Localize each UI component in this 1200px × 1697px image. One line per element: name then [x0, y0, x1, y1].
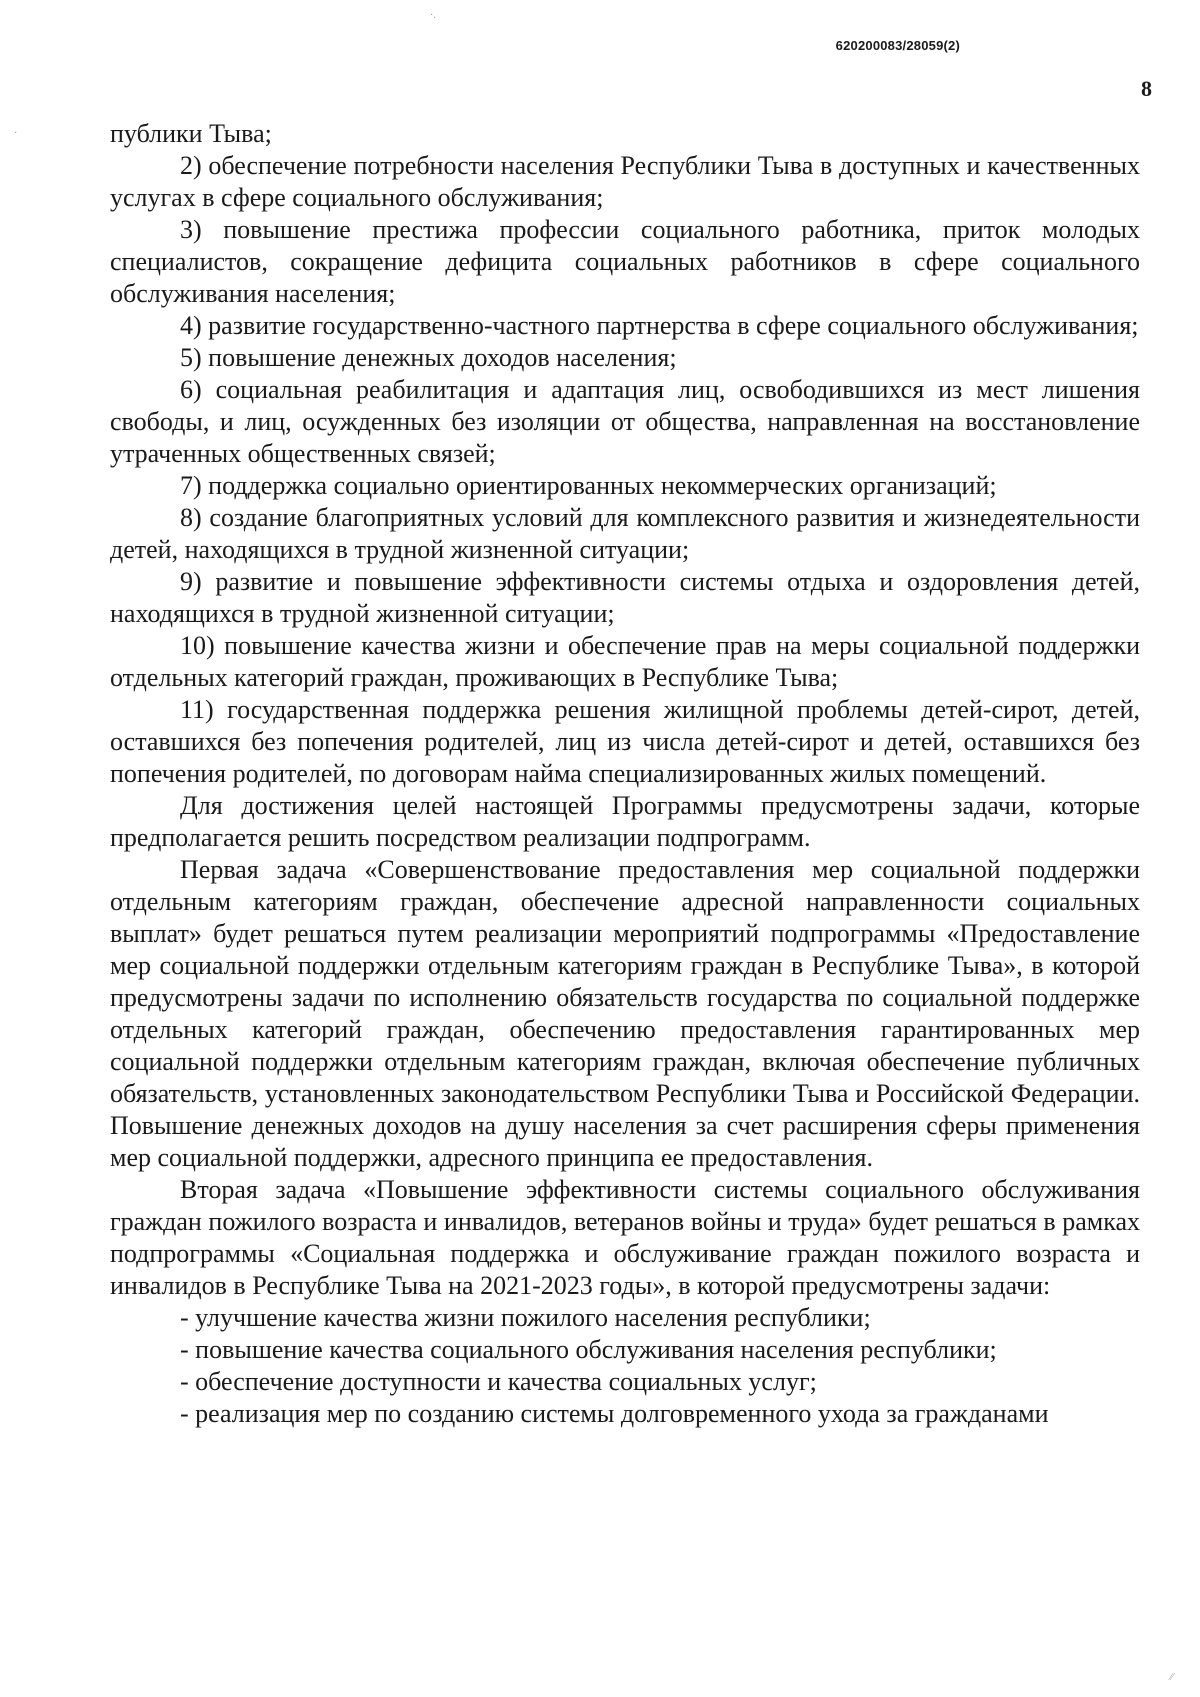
paragraph: 2) обеспечение потребности населения Республики Тыва в доступных и качественных услугах в сфере социального обслуживания;: [110, 151, 1140, 212]
document-id: 620200083/28059(2): [835, 38, 960, 53]
list-item: - повышение качества социального обслуживания населения республики;: [180, 1335, 997, 1364]
paragraph: Вторая задача «Повышение эффективности системы социального обслуживания граждан пожилого возраста и инвалидов, ветеранов войны и труда» будет решаться в рамках подпрограммы «Социальная поддержка и обслуживание граждан пожилого возраста и инвалидов в Республике Тыва на 2021-2023 годы», в которой предусмотрены задачи:: [110, 1175, 1140, 1300]
paragraph: 8) создание благоприятных условий для комплексного развития и жизнедеятельности детей, находящихся в трудной жизненной ситуации;: [110, 503, 1140, 564]
list-item: - обеспечение доступности и качества социальных услуг;: [180, 1367, 817, 1396]
paragraph: 4) развитие государственно-частного партнерства в сфере социального обслуживания;: [180, 311, 1139, 340]
paragraph: 3) повышение престижа профессии социального работника, приток молодых специалистов, сокращение дефицита социальных работников в сфере социального обслуживания населения;: [110, 215, 1140, 308]
paragraph: 7) поддержка социально ориентированных некоммерческих организаций;: [180, 471, 997, 500]
list-item: - улучшение качества жизни пожилого населения республики;: [180, 1303, 871, 1332]
scan-speck: ·.: [430, 10, 436, 21]
paragraph: 6) социальная реабилитация и адаптация лиц, освободившихся из мест лишения свободы, и лиц, осужденных без изоляции от общества, направленная на восстановление утраченных общественных связей;: [110, 375, 1140, 468]
scan-speck: ⁄⁄: [1170, 1672, 1174, 1683]
paragraph: 11) государственная поддержка решения жилищной проблемы детей-сирот, детей, оставшихся без попечения родителей, лиц из числа детей-сирот и детей, оставшихся без попечения родителей, по договорам найма специализированных жилых помещений.: [110, 695, 1140, 788]
paragraph: Первая задача «Совершенствование предоставления мер социальной поддержки отдельным категориям граждан, обеспечение адресной направленности социальных выплат» будет решаться путем реализации мероприятий подпрограммы «Предоставление мер социальной поддержки отдельным категориям граждан в Республике Тыва», в которой предусмотрены задачи по исполнению обязательств государства по социальной поддержке отдельных категорий граждан, обеспечению предоставления гарантированных мер социальной поддержки отдельным категориям граждан, включая обеспечение публичных обязательств, установленных законодательством Республики Тыва и Российской Федерации. Повышение денежных доходов на душу населения за счет расширения сферы применения мер социальной поддержки, адресного принципа ее предоставления.: [110, 855, 1140, 1172]
list-item: - реализация мер по созданию системы долговременного ухода за гражданами: [180, 1399, 1049, 1428]
paragraph: 10) повышение качества жизни и обеспечение прав на меры социальной поддержки отдельных категорий граждан, проживающих в Республике Тыва;: [110, 631, 1140, 692]
paragraph: 5) повышение денежных доходов населения;: [180, 343, 677, 372]
scan-speck: ·: [14, 128, 18, 139]
paragraph: публики Тыва;: [110, 119, 272, 148]
paragraph: Для достижения целей настоящей Программы предусмотрены задачи, которые предполагается решить посредством реализации подпрограмм.: [110, 791, 1140, 852]
body-text: [110, 118, 1140, 1430]
paragraph: 9) развитие и повышение эффективности системы отдыха и оздоровления детей, находящихся в трудной жизненной ситуации;: [110, 567, 1140, 628]
page-number: 8: [1141, 76, 1152, 101]
